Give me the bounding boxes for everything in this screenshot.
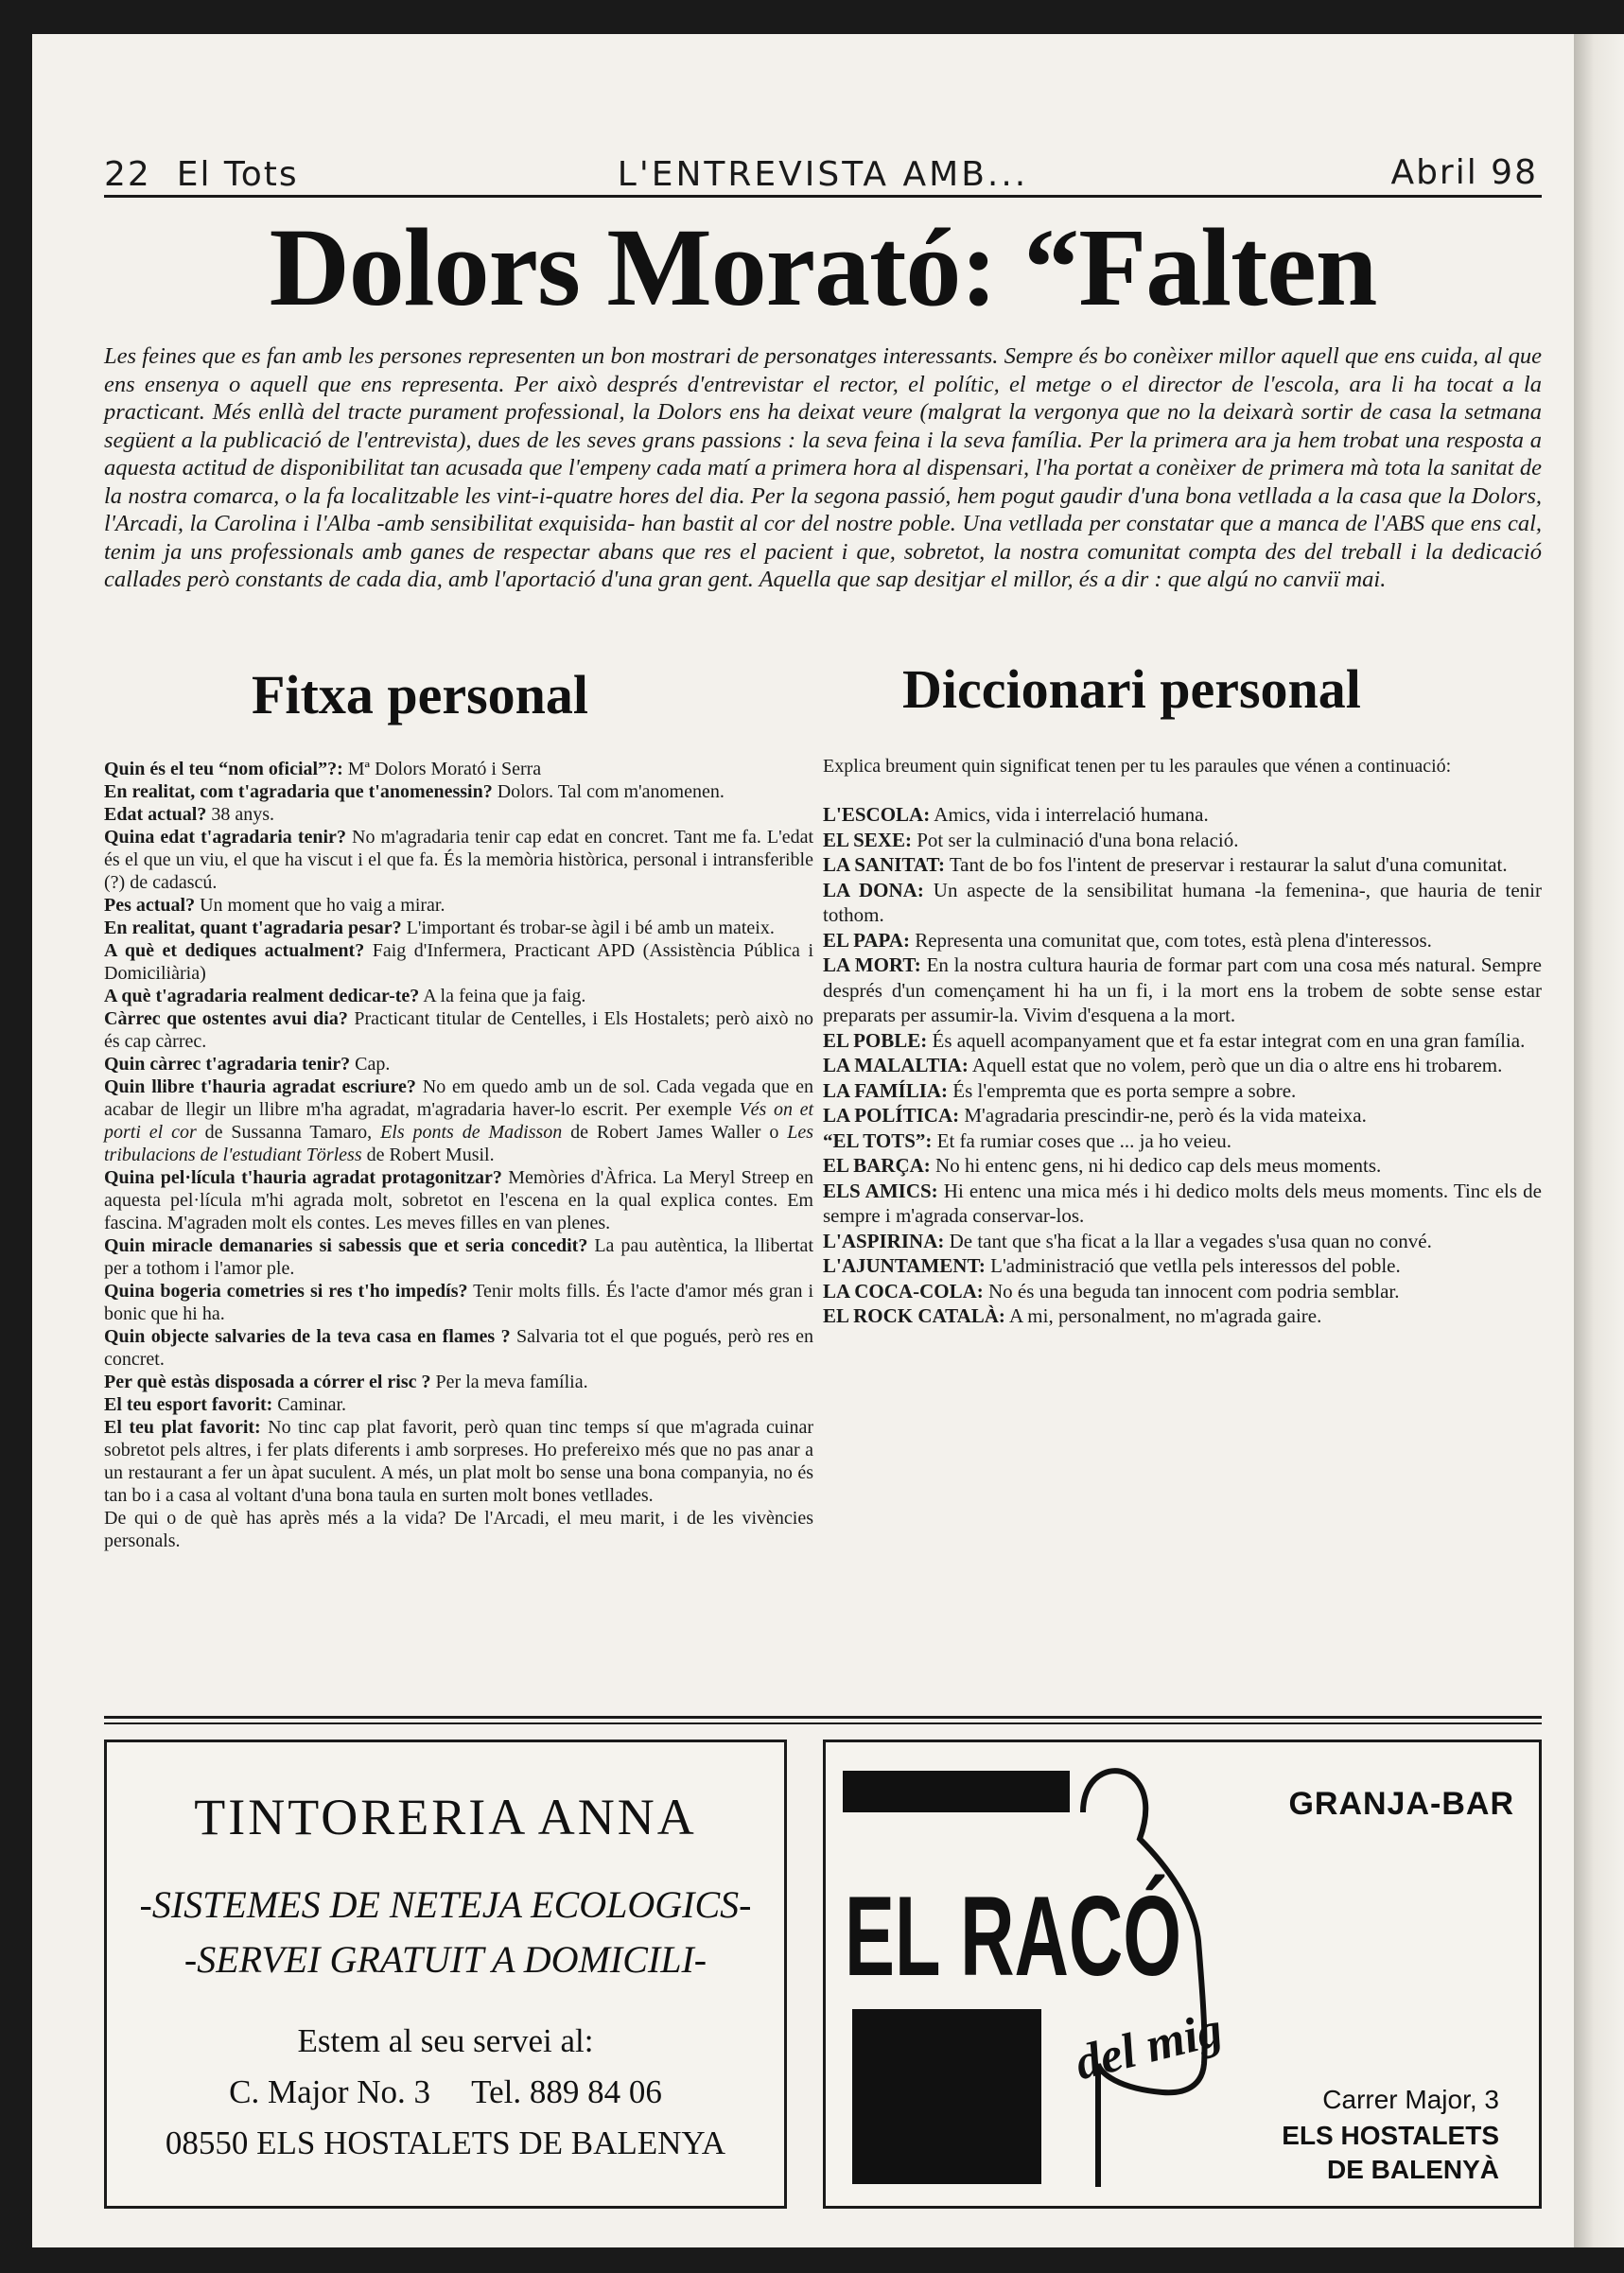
diccionari-title: Diccionari personal (902, 658, 1361, 720)
page-number: 22 (104, 155, 151, 194)
diccionari-definition: Hi entenc una mica més i hi dedico molts dels meus moments. Tinc els de sempre i m'agrada conservar-los. (823, 1179, 1542, 1227)
fitxa-answer: A la feina que ja faig. (423, 986, 586, 1006)
article-title: Dolors Morató: “Falten (269, 205, 1377, 329)
diccionari-definition: Un aspecte de la sensibilitat humana -la femenina-, que hauria de tenir tothom. (823, 878, 1542, 926)
ad-anna-name: TINTORERIA ANNA (194, 1789, 697, 1845)
book-title: Vés on et porti el cor (104, 1099, 814, 1143)
fitxa-question: A què et dediques actualment? (104, 940, 365, 961)
diccionari-definition: M'agradaria prescindir-ne, però és la vida mateixa. (959, 1104, 1367, 1127)
divider-top (104, 1716, 1542, 1719)
diccionari-column (823, 755, 1542, 1329)
diccionari-entry (823, 1253, 1542, 1279)
diccionari-entry (823, 878, 1542, 928)
diccionari-definition: Amics, vida i interrelació humana. (930, 803, 1209, 826)
fitxa-question: En realitat, com t'agradaria que t'anomenessin? (104, 781, 493, 802)
divider-bottom (104, 1722, 1542, 1724)
ad-anna-line2: -SERVEI GRATUIT A DOMICILI- (183, 1938, 707, 1981)
fitxa-answer: Caminar. (277, 1394, 347, 1415)
fitxa-item (104, 1234, 813, 1280)
fitxa-item (104, 1325, 813, 1371)
book-author: de Robert James Waller o (562, 1122, 788, 1143)
issue-date: Abril 98 (1390, 153, 1538, 192)
diccionari-entry (823, 1303, 1542, 1329)
diccionari-entry (823, 928, 1542, 953)
diccionari-definition: Representa una comunitat que, com totes, està plena d'interessos. (909, 928, 1432, 952)
fitxa-question: Quin càrrec t'agradaria tenir? (104, 1054, 351, 1075)
logo-top-bar (843, 1771, 1070, 1812)
diccionari-term: L'ASPIRINA: (823, 1229, 945, 1252)
fitxa-question: Per què estàs disposada a córrer el risc ? (104, 1372, 431, 1392)
fitxa-question: El teu plat favorit: (104, 1417, 261, 1438)
diccionari-entry (823, 1229, 1542, 1254)
ad-el-raco-del-mig (823, 1740, 1542, 2209)
raco-logo (835, 1752, 1232, 2187)
ad-raco-type: GRANJA-BAR (1288, 1786, 1514, 1822)
fitxa-question: Quin llibre t'hauria agradat escriure? (104, 1076, 416, 1097)
book-title: Les tribulacions de l'estudiant Törless (104, 1122, 814, 1165)
magazine-page (32, 34, 1574, 2247)
fitxa-answer: Dolors. Tal com m'anomenen. (497, 781, 725, 802)
book-title: Els ponts de Madisson (380, 1122, 563, 1143)
fitxa-question: En realitat, quant t'agradaria pesar? (104, 918, 402, 938)
fitxa-answer: De qui o de què has après més a la vida? De l'Arcadi, el meu marit, i de les vivències personals. (104, 1508, 813, 1551)
ad-anna-line1: -SISTEMES DE NETEJA ECOLOGICS- (139, 1883, 752, 1926)
diccionari-term: L'AJUNTAMENT: (823, 1254, 986, 1277)
diccionari-definition: És aquell acompanyament que et fa estar integrat com en una gran família. (927, 1028, 1526, 1052)
diccionari-entry (823, 802, 1542, 828)
fitxa-question: Pes actual? (104, 895, 196, 916)
logo-sub-text: del mig (1070, 2002, 1228, 2091)
diccionari-definition: No hi entenc gens, ni hi dedico cap dels meus moments. (930, 1154, 1382, 1177)
fitxa-question: El teu esport favorit: (104, 1394, 273, 1415)
diccionari-definition: Et fa rumiar coses que ... ja ho veieu. (932, 1128, 1232, 1152)
diccionari-term: EL POBLE: (823, 1028, 928, 1052)
diccionari-definition: Tant de bo fos l'intent de preservar i restaurar la salut d'una comunitat. (944, 853, 1508, 876)
page-spine (1574, 34, 1624, 2247)
fitxa-item (104, 917, 813, 939)
fitxa-item (104, 1007, 813, 1053)
diccionari-entry (823, 852, 1542, 878)
diccionari-definition: A mi, personalment, no m'agrada gaire. (1004, 1304, 1322, 1327)
fitxa-item (104, 1416, 813, 1507)
fitxa-answer: Cap. (355, 1054, 391, 1075)
fitxa-item (104, 939, 813, 985)
fitxa-answer: Tenir molts fills. És l'acte d'amor més gran i bonic que hi ha. (104, 1281, 814, 1324)
fitxa-item (104, 780, 813, 803)
diccionari-definition: No és una beguda tan innocent com podria semblar. (983, 1279, 1400, 1303)
fitxa-title: Fitxa personal (252, 664, 589, 726)
diccionari-entry (823, 1128, 1542, 1154)
diccionari-term: EL PAPA: (823, 928, 910, 952)
fitxa-question: Quina bogeria cometries si res t'ho impedís? (104, 1281, 468, 1302)
publication-name: El Tots (176, 155, 299, 194)
ad-raco-town1: ELS HOSTALETS (1282, 2121, 1499, 2150)
fitxa-answer: La pau autèntica, la llibertat per a tothom i l'amor ple. (104, 1235, 813, 1279)
diccionari-term: LA SANITAT: (823, 853, 945, 876)
diccionari-term: LA FAMÍLIA: (823, 1078, 949, 1102)
fitxa-answer: L'important és trobar-se àgil i bé amb un mateix. (406, 918, 775, 938)
diccionari-entry (823, 1103, 1542, 1128)
fitxa-item (104, 894, 813, 917)
ad-anna-service: Estem al seu servei al: (297, 2022, 594, 2059)
fitxa-answer: Practicant titular de Centelles, i Els Hostalets; però això no és cap càrrec. (104, 1008, 814, 1052)
logo-bottom-block (852, 2009, 1041, 2184)
diccionari-entry (823, 828, 1542, 853)
logo-raco-text: EL RACÓ (845, 1873, 1181, 2000)
diccionari-entry (823, 1053, 1542, 1078)
fitxa-answer: No m'agradaria tenir cap edat en concret. Tant me fa. L'edat és el que un viu, el que ha viscut i el que fa. És la memòria històrica, personal i intransferible (?) de cadascú. (104, 827, 814, 893)
fitxa-question: Quin objecte salvaries de la teva casa en flames ? (104, 1326, 511, 1347)
fitxa-item (104, 1053, 813, 1075)
diccionari-definition: De tant que s'ha ficat a la llar a vegades s'usa quan no convé. (944, 1229, 1432, 1252)
diccionari-entry (823, 1279, 1542, 1304)
fitxa-question: Quin és el teu “nom oficial”?: (104, 759, 343, 779)
diccionari-entry (823, 1153, 1542, 1179)
diccionari-term: LA MALALTIA: (823, 1054, 969, 1076)
diccionari-entry (823, 1078, 1542, 1104)
ad-anna-town: 08550 ELS HOSTALETS DE BALENYA (165, 2124, 726, 2161)
diccionari-entry (823, 1028, 1542, 1054)
fitxa-item (104, 1371, 813, 1393)
fitxa-item (104, 1507, 813, 1552)
diccionari-entry (823, 1179, 1542, 1229)
ad-raco-town2: DE BALENYÀ (1326, 2155, 1499, 2184)
page-header (104, 119, 1542, 198)
fitxa-item (104, 826, 813, 894)
fitxa-question: Quina edat t'agradaria tenir? (104, 827, 346, 848)
diccionari-term: LA DONA: (823, 878, 924, 901)
book-author: de Sussanna Tamaro, (196, 1122, 381, 1143)
fitxa-answer: No em quedo amb un de sol. Cada vegada que en acabar de llegir un llibre m'ha agradat, m'agradaria haver-lo escrit. Per exemple (104, 1076, 814, 1120)
fitxa-question: Quina pel·lícula t'hauria agradat protagonitzar? (104, 1167, 502, 1188)
fitxa-question: Càrrec que ostentes avui dia? (104, 1008, 348, 1029)
diccionari-term: EL SEXE: (823, 828, 912, 851)
ad-tintoreria-anna (104, 1740, 787, 2209)
diccionari-term: ELS AMICS: (823, 1179, 938, 1202)
fitxa-column (104, 758, 813, 1552)
article-intro: Les feines que es fan amb les persones representen un bon mostrari de personatges interessants. Sempre és bo conèixer millor aquell que ens cuida, al que ens ensenya o aquell que ens representa. Per això després d'entrevistar el rector, el polític, el metge o el director de l'escola, ara li ha tocat a la practicant. Més enllà del tracte purament professional, la Dolors ens ha deixat veure (malgrat la vergonya que no la deixarà sortir de casa la setmana següent a la publicació de l'entrevista), dues de les seves grans passions : la seva feina i la seva família. Per la primera ara ja hem trobat una resposta a aquesta actitud de disponibilitat tan acusada que l'empeny cada matí a primera hora al dispensari, l'ha portat a conèixer de primera mà tota la sanitat de la nostra comarca, o la fa localitzable les vint-i-quatre hores del dia. Per la segona passió, hem pogut gaudir d'una bona vetllada a la casa que la Dolors, l'Arcadi, la Carolina i l'Alba -amb sensibilitat exquisida- han bastit al cor del nostre poble. Una vetllada per constatar que a manca de l'ABS que ens cal, tenim ja uns professionals amb ganes de respectar abans que res el pacient i que, sobretot, la nostra comunitat compta des del treball i la dedicació callades però constants de cada dia, amb l'aportació d'una gran gent. Aquella que sap desitjar el millor, és a dir : que algú no canviï mai. (104, 343, 1542, 592)
diccionari-term: “EL TOTS”: (823, 1128, 933, 1152)
diccionari-definition: En la nostra cultura hauria de formar part com una cosa més natural. Sempre després d'un començament hi ha un fi, i la mort ens la trobem de sobte sense estar preparats per assumir-la. Vivim d'esquena a la mort. (823, 953, 1542, 1026)
diccionari-definition: L'administració que vetlla pels interessos del poble. (985, 1254, 1401, 1277)
fitxa-question: Edat actual? (104, 804, 207, 825)
fitxa-answer: Mª Dolors Morató i Serra (347, 759, 542, 779)
diccionari-term: EL BARÇA: (823, 1154, 931, 1177)
fitxa-answer: Salvaria tot el que pogués, però res en concret. (104, 1326, 813, 1370)
fitxa-question: Quin miracle demanaries si sabessis que et seria concedit? (104, 1235, 588, 1256)
diccionari-term: LA MORT: (823, 953, 921, 976)
fitxa-item (104, 985, 813, 1007)
fitxa-answer: Un moment que ho vaig a mirar. (200, 895, 445, 916)
diccionari-definition: Aquell estat que no volem, però que un dia o altre ens hi trobarem. (968, 1054, 1503, 1076)
fitxa-answer: Memòries d'Àfrica. La Meryl Streep en aquesta pel·lícula m'hi agrada molt, sobretot en l'escena en la qual explica contes. Em fascina. M'agraden molt els contes. Les meves filles en van plenes. (104, 1167, 813, 1233)
ad-raco-street: Carrer Major, 3 (1322, 2085, 1499, 2114)
diccionari-list (823, 802, 1542, 1329)
diccionari-definition: És l'empremta que es porta sempre a sobre. (948, 1078, 1297, 1102)
fitxa-item (104, 803, 813, 826)
fitxa-answer: Faig d'Infermera, Practicant APD (Assistència Pública i Domiciliària) (104, 940, 814, 984)
diccionari-entry (823, 953, 1542, 1028)
diccionari-term: EL ROCK CATALÀ: (823, 1304, 1005, 1327)
diccionari-definition: Pot ser la culminació d'una bona relació. (911, 828, 1239, 851)
fitxa-item (104, 1393, 813, 1416)
fitxa-answer: 38 anys. (211, 804, 275, 825)
fitxa-item (104, 1075, 813, 1166)
fitxa-item (104, 758, 813, 780)
diccionari-term: LA POLÍTICA: (823, 1104, 960, 1127)
fitxa-item (104, 1280, 813, 1325)
diccionari-intro: Explica breument quin significat tenen per tu les paraules que vénen a continuació: (823, 756, 1452, 777)
ad-anna-address: C. Major No. 3 Tel. 889 84 06 (229, 2073, 662, 2110)
book-author: de Robert Musil. (361, 1145, 495, 1165)
section-name: L'ENTREVISTA AMB... (617, 155, 1029, 194)
fitxa-answer: Per la meva família. (435, 1372, 588, 1392)
diccionari-term: L'ESCOLA: (823, 803, 931, 826)
fitxa-item (104, 1166, 813, 1234)
fitxa-question: A què t'agradaria realment dedicar-te? (104, 986, 420, 1006)
diccionari-term: LA COCA-COLA: (823, 1279, 984, 1303)
fitxa-answer: No tinc cap plat favorit, però quan tinc temps sí que m'agrada cuinar sobretot pels altres, i fer plats diferents i amb sorpreses. Ho prefereixo més que no pas anar a un restaurant a fer un àpat suculent. A més, un plat molt bo sense una bona companyia, no és tan bo i a casa al voltant d'una bona taula en surten molt bones vetllades. (104, 1417, 814, 1506)
